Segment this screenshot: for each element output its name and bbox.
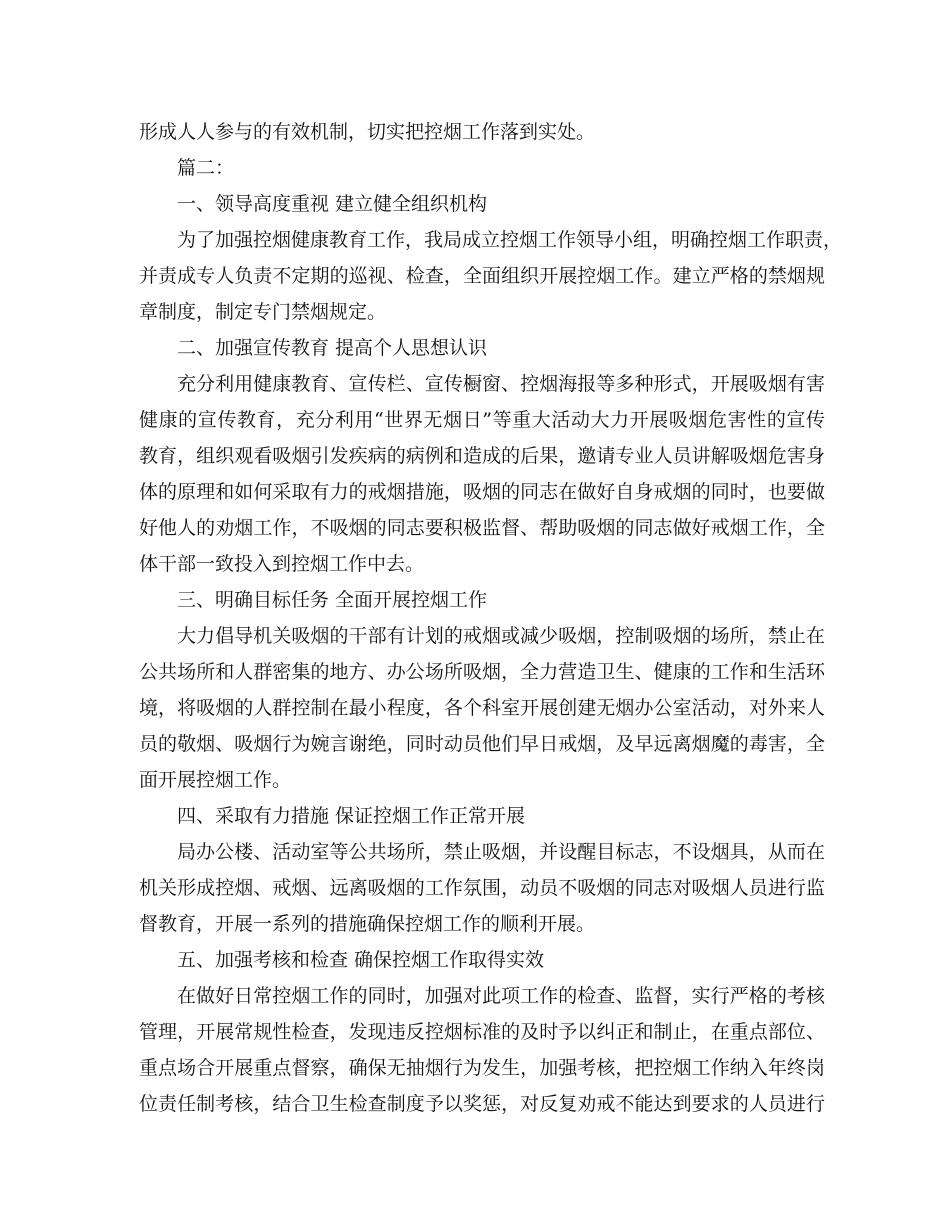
paragraph-line: 体的原理和如何采取有力的戒烟措施，吸烟的同志在做好自身戒烟的同时，也要做 bbox=[139, 481, 825, 503]
paragraph-line: 重点场合开展重点督察，确保无抽烟行为发生，加强考核，把控烟工作纳入年终岗 bbox=[139, 1057, 825, 1079]
paragraph-line: 境，将吸烟的人群控制在最小程度，各个科室开展创建无烟办公室活动，对外来人 bbox=[139, 697, 825, 719]
paragraph-line: 局办公楼、活动室等公共场所，禁止吸烟，并设醒目标志，不设烟具，从而在 bbox=[177, 841, 825, 863]
document-body bbox=[139, 114, 843, 1122]
paragraph-line: 大力倡导机关吸烟的干部有计划的戒烟或减少吸烟，控制吸烟的场所，禁止在 bbox=[177, 625, 825, 647]
paragraph-line: 形成人人参与的有效机制，切实把控烟工作落到实处。 bbox=[139, 121, 596, 143]
section-heading: 四、采取有力措施 保证控烟工作正常开展 bbox=[177, 805, 526, 827]
paragraph-line: 体干部一致投入到控烟工作中去。 bbox=[139, 553, 425, 575]
paragraph-line: 机关形成控烟、戒烟、远离吸烟的工作氛围，动员不吸烟的同志对吸烟人员进行监 bbox=[139, 877, 825, 899]
paragraph-line: 为了加强控烟健康教育工作，我局成立控烟工作领导小组，明确控烟工作职责， bbox=[177, 229, 843, 251]
paragraph-line: 健康的宣传教育，充分利用“世界无烟日”等重大活动大力开展吸烟危害性的宣传 bbox=[139, 409, 825, 431]
paragraph-line: 教育，组织观看吸烟引发疾病的病例和造成的后果，邀请专业人员讲解吸烟危害身 bbox=[139, 445, 825, 467]
section-label: 篇二： bbox=[177, 157, 235, 179]
paragraph-line: 章制度，制定专门禁烟规定。 bbox=[139, 301, 387, 323]
section-heading: 三、明确目标任务 全面开展控烟工作 bbox=[177, 589, 488, 611]
paragraph-line: 位责任制考核，结合卫生检查制度予以奖惩，对反复劝戒不能达到要求的人员进行 bbox=[139, 1093, 825, 1115]
paragraph-line: 面开展控烟工作。 bbox=[139, 769, 292, 791]
paragraph-line: 在做好日常控烟工作的同时，加强对此项工作的检查、监督，实行严格的考核 bbox=[177, 985, 825, 1007]
paragraph-line: 充分利用健康教育、宣传栏、宣传橱窗、控烟海报等多种形式，开展吸烟有害 bbox=[177, 373, 825, 395]
paragraph-line: 好他人的劝烟工作，不吸烟的同志要积极监督、帮助吸烟的同志做好戒烟工作，全 bbox=[139, 517, 825, 539]
paragraph-line: 员的敬烟、吸烟行为婉言谢绝，同时动员他们早日戒烟，及早远离烟魔的毒害，全 bbox=[139, 733, 825, 755]
paragraph-line: 督教育，开展一系列的措施确保控烟工作的顺利开展。 bbox=[139, 913, 596, 935]
paragraph-line: 公共场所和人群密集的地方、办公场所吸烟，全力营造卫生、健康的工作和生活环 bbox=[139, 661, 825, 683]
section-heading: 一、领导高度重视 建立健全组织机构 bbox=[177, 193, 488, 215]
paragraph-line: 并责成专人负责不定期的巡视、检查，全面组织开展控烟工作。建立严格的禁烟规 bbox=[139, 265, 825, 287]
section-heading: 五、加强考核和检查 确保控烟工作取得实效 bbox=[177, 949, 545, 971]
section-heading: 二、加强宣传教育 提高个人思想认识 bbox=[177, 337, 488, 359]
paragraph-line: 管理，开展常规性检查，发现违反控烟标准的及时予以纠正和制止，在重点部位、 bbox=[139, 1021, 825, 1043]
